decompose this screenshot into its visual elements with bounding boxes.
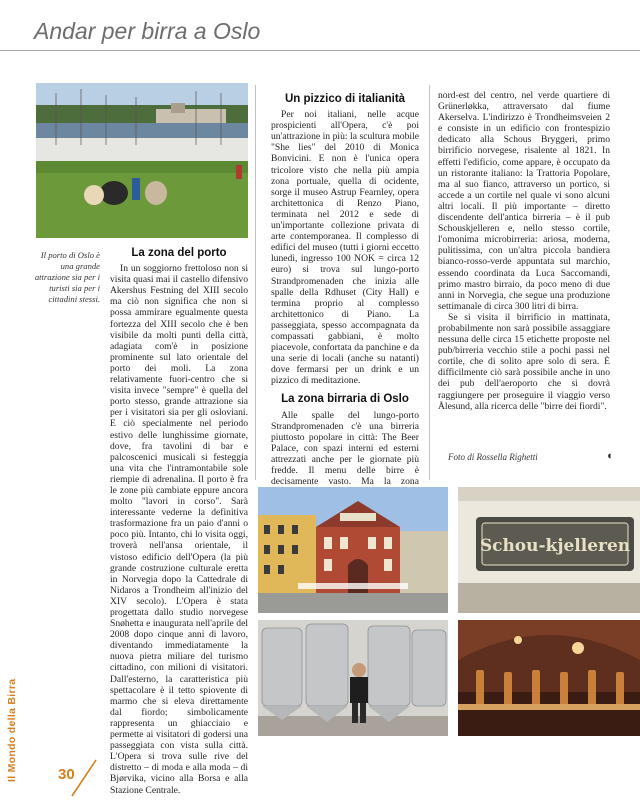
paragraph: In un soggiorno frettoloso non si visita quasi mai il castello difensivo Akershus Festning del XIII secolo ma ciò non significa che non si possa ammirare egualmente questa fortezza del XIII secolo che è ben visibile da molti punti della città, adagiata com'è in posizione prominente sul lato orientale del porto dei moli. La zona relativamente fuori-centro che si visita invece "sempre" è quella del porto stesso, grande attrazione sia per i visitatori sia per gli osloviani. E ciò specialmente nel periodo estivo delle lunghissime giornate, dove, fra tavolini di bar e palcoscenici musicali si festeggia una vita che l'intramontabile sole riempie di adrenalina. Il porto è fra le zone più cambiate eppure ancora molto "lavori in corso". Sarà interessante vederne la definitiva trasformazione fra un paio d'anni o poco più. Intanto, chi lo visita oggi, troverà nell'ansa orientale, il vistoso edificio dell'Opera (la più grande costruzione culturale eretta in Norvegia dopo la Cattedrale di Nidaros a Trondheim all'inizio del XIV secolo). L'Opera è stata progettata dallo studio norvegese Snøhetta e inaugurata nell'aprile del 2008 dopo cinque anni di lavoro, diventando immediatamente la nuova pietra miliare del turismo cittadino, con milioni di visitatori. Dall'esterno, la caratteristica più spettacolare è il tetto spiovente di marmo che si eleva direttamente dal fiordo; simbolicamente rappresenta un ghiacciaio e permette ai visitatori di godersi una passeggiata con vista sulla città. L'Opera si trova sulle rive del distretto – di moda e alla moda – di Bjørvika, vicino alla Borsa e alla Stazione Centrale. bbox=[110, 263, 248, 796]
harbour-photo bbox=[36, 83, 248, 238]
photo-credit: Foto di Rossella Righetti bbox=[448, 452, 538, 462]
column-divider bbox=[255, 85, 256, 480]
article-column-1 bbox=[110, 248, 248, 796]
paragraph: Alle spalle del lungo-porto Strandpromenaden c'è una birreria piuttosto popolare in città: The Beer Palace, con spazi interni ed esterni attrezzati anche per le giornate più fredde. Il menu delle birre è decisamente vasto. Ma la zona bbox=[271, 409, 419, 488]
photo-caption: Il porto di Oslo è una grande attrazione sia per i turisti sia per i cittadini stessi. bbox=[34, 250, 100, 304]
paragraph: nord-est del centro, nel verde quartiere di Grünerløkka, attraversato dal fiume Akerselva. L'indirizzo è Trondheimsveien 2 e consiste in un edificio con frontespizio dedicato alla Schous Bryggeri, primo birrificio norvegese, risalente al 1821. In effetti l'edificio, come appare, è occupato da un ristorante italiano: la Trattoria Popolare, ma al suo fianco, attraverso un portico, si accede a un cortile nel quale vi sono alcuni altri locali. Il più importante – diretto discendente dell'antica birreria – è il pub Schouskjelleren e, nello stesso cortile, l'omonima microbirreria: ariosa, moderna, pulitissima, con un'altra piccola bandiera bianco-rosso-verde appuntata sul marchio, essendo coordinata da Luca Saccomandi, primo mastro birraio, da poco meno di due anni in Norvegia, che segue una produzione settimanale di circa 300 litri di birra. bbox=[438, 90, 610, 312]
brewery-building-photo bbox=[258, 487, 448, 613]
paragraph: Se si visita il birrificio in mattinata, probabilmente non sarà possibile assaggiare nessuna delle circa 15 etichette proposte nel pub/birreria vecchio stile a pochi passi nel cortile, che di solito apre solo di sera. È difficilmente ciò sarà possibile anche in uno dei pub dell'aeroporto che si dovrà raggiungere per proseguire il viaggio verso Ålesund, alla ricerca delle "birre dei fiordi". bbox=[438, 311, 610, 412]
article-column-3 bbox=[438, 90, 610, 412]
pub-sign-photo bbox=[458, 487, 640, 613]
header-rule bbox=[0, 50, 640, 51]
page-title: Andar per birra a Oslo bbox=[34, 18, 261, 44]
pub-sign-text: Schou-kjelleren bbox=[479, 536, 631, 556]
article-column-2 bbox=[271, 94, 419, 498]
section-heading-italy: Un pizzico di italianità bbox=[284, 93, 406, 105]
section-heading-brew: La zona birraria di Oslo bbox=[281, 393, 409, 406]
section-heading-port: La zona del porto bbox=[131, 247, 227, 259]
paragraph: Per noi italiani, nelle acque prospicienti all'Opera, c'è poi un'attrazione in più: la scultura mobile "She lies" del 2010 di Monica Bonvicini. E non è l'unica opera tricolore visto che nella più ampia zona portuale, quella di ocidente, sorge il museo Astrup Fearnley, opera architettonica di Renzo Piano, terminata nel 2012 e sede di un'importante collezione privata di arte contemporanea. Il complesso di edifici del museo (tutti i giorni eccetto lunedì, ingresso 100 NOK = circa 12 euro) si trova sul lungo-porto Strandpromenaden che inizia alle spalle della Rdhuset (City Hall) e termina proprio al complesso architettonico di Piano. La passeggiata, spesso accompagnata da compassati gabbiani, è molto piacevole, confortata da panchine e da una serie di locali (anche su natanti) dove fermarsi per un drink e un pizzico di meditazione. bbox=[271, 109, 419, 387]
accent-slash-icon bbox=[70, 758, 98, 798]
end-mark-icon: ◖ bbox=[606, 450, 613, 462]
brewhouse-photo bbox=[258, 620, 448, 736]
page-number: 30 bbox=[58, 766, 75, 783]
column-divider bbox=[429, 85, 430, 480]
pub-interior-photo bbox=[458, 620, 640, 736]
magazine-sidebar-label: Il Mondo della Birra bbox=[6, 678, 18, 782]
